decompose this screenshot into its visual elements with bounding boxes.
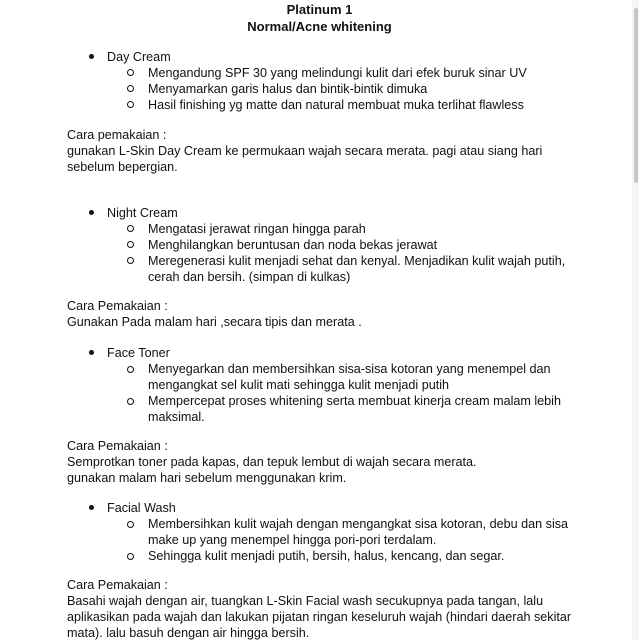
sub-bullet-icon bbox=[127, 398, 134, 405]
bullet-icon bbox=[89, 350, 94, 355]
usage-text: Semprotkan toner pada kapas, dan tepuk lembut di wajah secara merata. bbox=[67, 455, 477, 469]
point-text: Meregenerasi kulit menjadi sehat dan kenyal. Menjadikan kulit wajah putih, bbox=[148, 254, 566, 268]
scrollbar[interactable] bbox=[632, 0, 639, 640]
usage-text: sebelum bepergian. bbox=[67, 160, 178, 174]
document-title: Platinum 1 bbox=[286, 2, 353, 17]
sub-bullet-icon bbox=[127, 257, 134, 264]
point-text: cerah dan bersih. (simpan di kulkas) bbox=[148, 270, 351, 284]
usage-label: Cara pemakaian : bbox=[67, 128, 167, 142]
sub-bullet-icon bbox=[127, 85, 134, 92]
section-heading-facial-wash: Facial Wash bbox=[107, 501, 176, 515]
point-text: maksimal. bbox=[148, 410, 205, 424]
scroll-thumb[interactable] bbox=[634, 8, 638, 183]
sub-bullet-icon bbox=[127, 241, 134, 248]
point-text: Sehingga kulit menjadi putih, bersih, halus, kencang, dan segar. bbox=[148, 549, 505, 563]
point-text: Hasil finishing yg matte dan natural membuat muka terlihat flawless bbox=[148, 98, 524, 112]
sub-bullet-icon bbox=[127, 69, 134, 76]
usage-text: Basahi wajah dengan air, tuangkan L-Skin Facial wash secukupnya pada tangan, lalu bbox=[67, 594, 544, 608]
point-text: Menghilangkan beruntusan dan noda bekas jerawat bbox=[148, 238, 438, 252]
sub-bullet-icon bbox=[127, 521, 134, 528]
point-text: Membersihkan kulit wajah dengan mengangkat sisa kotoran, debu dan sisa bbox=[148, 517, 569, 531]
bullet-icon bbox=[89, 505, 94, 510]
section-heading-face-toner: Face Toner bbox=[107, 346, 170, 360]
usage-text: aplikasikan pada wajah dan lakukan pijatan ringan keseluruh wajah (hindari daerah sekitar bbox=[67, 610, 572, 624]
point-text: Menyamarkan garis halus dan bintik-bintik dimuka bbox=[148, 82, 428, 96]
point-text: make up yang menempel hingga pori-pori terdalam. bbox=[148, 533, 437, 547]
point-text: Menyegarkan dan membersihkan sisa-sisa kotoran yang menempel dan bbox=[148, 362, 551, 376]
usage-text: gunakan malam hari sebelum menggunakan krim. bbox=[67, 471, 347, 485]
point-text: Mempercepat proses whitening serta membuat kinerja cream malam lebih bbox=[148, 394, 561, 408]
section-heading-day-cream: Day Cream bbox=[107, 50, 171, 64]
usage-label: Cara Pemakaian : bbox=[67, 439, 168, 453]
sub-bullet-icon bbox=[127, 225, 134, 232]
sub-bullet-icon bbox=[127, 553, 134, 560]
usage-text: mata). lalu basuh dengan air hingga bersih. bbox=[67, 626, 310, 640]
sub-bullet-icon bbox=[127, 366, 134, 373]
bullet-icon bbox=[89, 210, 94, 215]
usage-text: Gunakan Pada malam hari ,secara tipis dan merata . bbox=[67, 315, 362, 329]
sub-bullet-icon bbox=[127, 101, 134, 108]
document-subtitle: Normal/Acne whitening bbox=[247, 19, 392, 34]
usage-label: Cara Pemakaian : bbox=[67, 299, 168, 313]
section-heading-night-cream: Night Cream bbox=[107, 206, 178, 220]
bullet-icon bbox=[89, 54, 94, 59]
point-text: Mengatasi jerawat ringan hingga parah bbox=[148, 222, 366, 236]
usage-text: gunakan L-Skin Day Cream ke permukaan wajah secara merata. pagi atau siang hari bbox=[67, 144, 543, 158]
usage-label: Cara Pemakaian : bbox=[67, 578, 168, 592]
point-text: Mengandung SPF 30 yang melindungi kulit dari efek buruk sinar UV bbox=[148, 66, 527, 80]
point-text: mengangkat sel kulit mati sehingga kulit menjadi putih bbox=[148, 378, 450, 392]
